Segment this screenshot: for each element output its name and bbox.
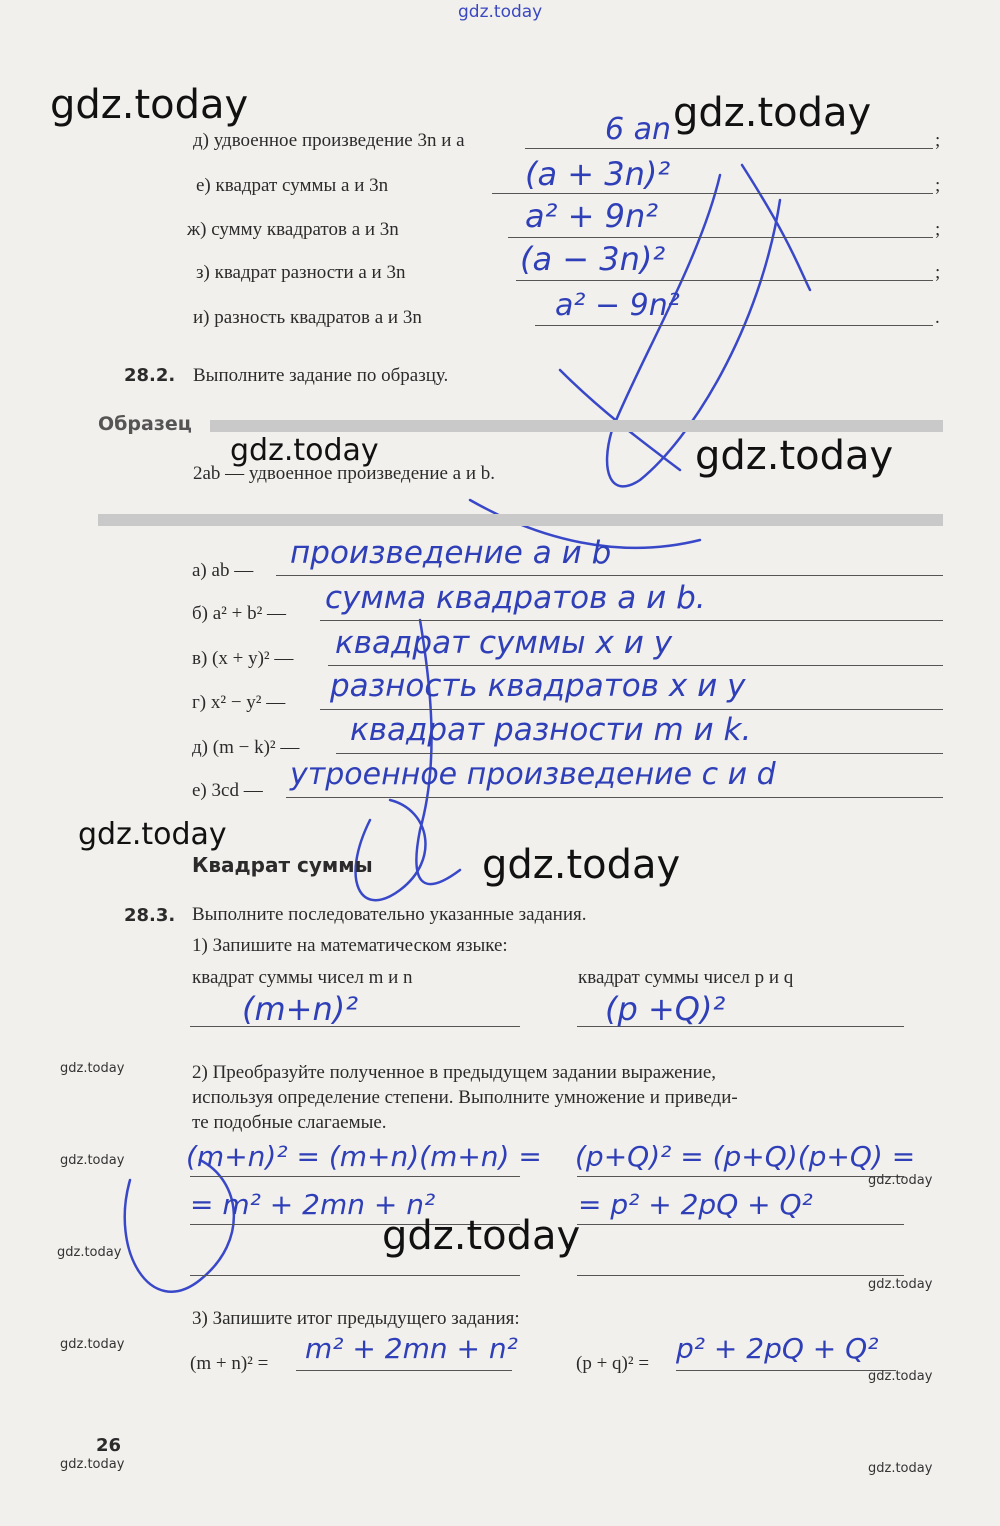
watermark: gdz.today xyxy=(695,433,894,479)
watermark: gdz.today xyxy=(673,90,872,136)
watermark: gdz.today xyxy=(60,1153,125,1168)
ex2-answer[interactable]: утроенное произведение c и d xyxy=(290,757,776,792)
ex1-answer-line xyxy=(535,325,933,326)
watermark: gdz.today xyxy=(868,1173,933,1188)
ex2-item-label: д) (m − k)² — xyxy=(192,737,300,758)
ex1-answer[interactable]: (a − 3n)² xyxy=(520,240,666,278)
ex3-left-work[interactable]: = m² + 2mn + n² xyxy=(190,1188,436,1221)
ex3-left-prompt: квадрат суммы чисел m и n xyxy=(192,967,413,988)
watermark: gdz.today xyxy=(60,1061,125,1076)
ex2-number-text: 28.2. xyxy=(124,365,176,386)
ex2-number xyxy=(124,365,175,387)
ex3-left-work[interactable]: (m+n)² = (m+n)(m+n) = xyxy=(186,1140,542,1173)
ex3-right-result[interactable]: p² + 2pQ + Q² xyxy=(676,1332,879,1365)
ex3-left-result-line xyxy=(296,1370,512,1371)
ex2-item-label: г) x² − y² — xyxy=(192,692,286,713)
ex3-step3: 3) Запишите итог предыдущего задания: xyxy=(192,1308,520,1329)
ex2-item-label: в) (x + y)² — xyxy=(192,648,294,669)
watermark-top: gdz.today xyxy=(458,2,543,22)
sample-band-top xyxy=(210,420,943,432)
ex1-item-label: з) квадрат разности a и 3n xyxy=(196,262,406,283)
ex3-right-result-line xyxy=(676,1370,896,1371)
sample-title: Образец xyxy=(98,413,192,435)
ex2-answer-line xyxy=(328,665,943,666)
ex3-task: Выполните последовательно указанные задания. xyxy=(192,904,587,925)
ex1-answer[interactable]: a² + 9n² xyxy=(525,197,659,235)
page-number: 26 xyxy=(96,1435,122,1456)
ex3-work-line xyxy=(577,1224,904,1225)
watermark: gdz.today xyxy=(382,1213,581,1259)
watermark: gdz.today xyxy=(868,1277,933,1292)
ex3-left-result[interactable]: m² + 2mn + n² xyxy=(305,1332,518,1365)
ex2-answer-line xyxy=(336,753,943,754)
ex2-answer-line xyxy=(276,575,943,576)
watermark: gdz.today xyxy=(50,82,249,128)
ex2-item-label: а) ab — xyxy=(192,560,254,581)
ex3-left-answer[interactable]: (m+n)² xyxy=(242,990,359,1028)
ex3-left-result-label: (m + n)² = xyxy=(190,1353,269,1374)
ex3-work-line xyxy=(577,1176,904,1177)
ex2-answer-line xyxy=(320,709,943,710)
ex1-answer[interactable]: a² − 9n² xyxy=(555,288,680,323)
ex3-right-answer[interactable]: (p +Q)² xyxy=(605,990,726,1028)
ex2-task: Выполните задание по образцу. xyxy=(193,365,449,386)
ex2-answer[interactable]: произведение a и b xyxy=(290,535,612,571)
watermark: gdz.today xyxy=(230,433,379,468)
ex3-right-result-label: (p + q)² = xyxy=(576,1353,650,1374)
ex1-answer-line xyxy=(516,280,933,281)
watermark: gdz.today xyxy=(482,842,681,888)
ex3-right-prompt: квадрат суммы чисел p и q xyxy=(578,967,794,988)
ex3-step2-line: используя определение степени. Выполните умножение и приведи- xyxy=(192,1087,738,1108)
ex3-right-work[interactable]: (p+Q)² = (p+Q)(p+Q) = xyxy=(575,1140,916,1173)
ex3-number xyxy=(124,905,175,927)
ex1-item-end: ; xyxy=(935,219,941,240)
ex1-item-end: ; xyxy=(935,175,941,196)
watermark: gdz.today xyxy=(60,1337,125,1352)
watermark: gdz.today xyxy=(60,1457,125,1472)
ex1-answer[interactable]: 6 an xyxy=(605,112,672,147)
ex1-item-end: . xyxy=(935,307,940,328)
ex1-answer[interactable]: (a + 3n)² xyxy=(525,155,671,193)
ex3-step2-line: те подобные слагаемые. xyxy=(192,1112,387,1133)
ex3-step1: 1) Запишите на математическом языке: xyxy=(192,935,508,956)
ex2-answer[interactable]: квадрат суммы x и y xyxy=(335,625,673,661)
ex1-answer-line xyxy=(525,148,933,149)
ex1-item-label: д) удвоенное произведение 3n и a xyxy=(193,130,465,151)
watermark: gdz.today xyxy=(57,1245,122,1260)
sample-band-bottom xyxy=(98,514,943,526)
ex2-answer[interactable]: сумма квадратов a и b. xyxy=(325,580,706,616)
ex2-answer-line xyxy=(286,797,943,798)
ex2-item-label: б) a² + b² — xyxy=(192,603,287,624)
ex1-answer-line xyxy=(508,237,933,238)
ex2-item-label: е) 3cd — xyxy=(192,780,263,801)
ex1-item-label: и) разность квадратов a и 3n xyxy=(193,307,422,328)
ex3-work-line xyxy=(190,1176,520,1177)
ex3-number-text: 28.3. xyxy=(124,905,176,926)
ex1-item-label: е) квадрат суммы a и 3n xyxy=(196,175,389,196)
ex2-answer[interactable]: квадрат разности m и k. xyxy=(350,712,752,748)
ex1-item-label: ж) сумму квадратов a и 3n xyxy=(187,219,399,240)
sample-text: 2ab — удвоенное произведение a и b. xyxy=(193,463,496,484)
watermark: gdz.today xyxy=(78,817,227,852)
ex1-answer-line xyxy=(492,193,933,194)
ex3-right-work[interactable]: = p² + 2pQ + Q² xyxy=(578,1188,813,1221)
ex3-work-line xyxy=(190,1275,520,1276)
ex2-answer-line xyxy=(320,620,943,621)
watermark: gdz.today xyxy=(868,1461,933,1476)
watermark: gdz.today xyxy=(868,1369,933,1384)
ex2-answer[interactable]: разность квадратов x и y xyxy=(330,668,746,704)
ex3-work-line xyxy=(577,1275,904,1276)
ex1-item-end: ; xyxy=(935,130,941,151)
ex3-step2-line: 2) Преобразуйте полученное в предыдущем задании выражение, xyxy=(192,1062,717,1083)
section-title: Квадрат суммы xyxy=(192,853,373,877)
ex1-item-end: ; xyxy=(935,262,941,283)
